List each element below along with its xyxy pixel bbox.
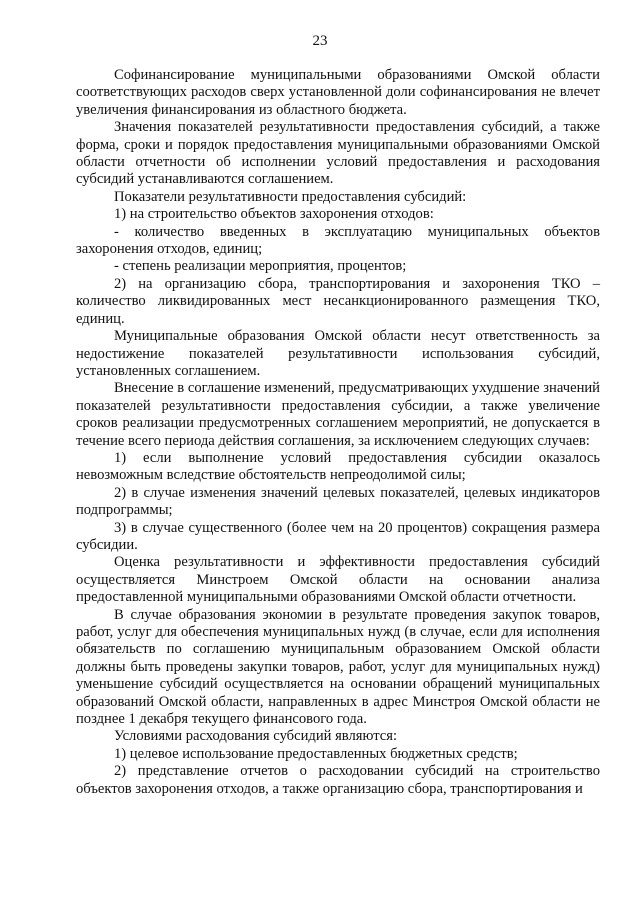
list-item-collection-transport: 2) на организацию сбора, транспортирования и захоронения ТКО – количество ликвидированных мест несанкционированного размещения ТКО, единиц.	[76, 275, 600, 327]
paragraph-conditions-heading: Условиями расходования субсидий являются:	[114, 728, 398, 745]
list-item-target-change: 2) в случае изменения значений целевых показателей, целевых индикаторов подпрограммы;	[76, 484, 600, 519]
paragraph-indicators-heading: Показатели результативности предоставления субсидий:	[114, 188, 467, 205]
paragraph-evaluation: Оценка результативности и эффективности предоставления субсидий осуществляется Минстроем Омской области на основании анализа предоставленной муниципальными образованиями Омской области отчетности.	[76, 554, 600, 606]
page-number: 23	[312, 33, 328, 49]
paragraph-cofinancing: Софинансирование муниципальными образованиями Омской области соответствующих расходов сверх установленной доли софинансирования не влечет увеличения финансирования из областного бюджета.	[76, 67, 600, 118]
list-item-reports: 2) представление отчетов о расходовании субсидий на строительство объектов захоронения отходов, а также организацию сбора, транспортирования и	[76, 763, 600, 797]
document-body	[76, 67, 600, 798]
list-item-construction: 1) на строительство объектов захоронения отходов:	[114, 206, 434, 223]
paragraph-indicator-values: Значения показателей результативности предоставления субсидий, а также форма, сроки и порядок предоставления муниципальными образованиями Омской области отчетности об исполнении условий предоставления и расходования субсидий устанавливаются соглашением.	[76, 119, 600, 188]
list-item-subsidy-reduction: 3) в случае существенного (более чем на 20 процентов) сокращения размера субсидии.	[76, 519, 600, 553]
list-item-implementation-degree: - степень реализации мероприятия, процентов;	[114, 258, 407, 275]
list-item-force-majeure: 1) если выполнение условий предоставления субсидии оказалось невозможным вследствие обстоятельств непреодолимой силы;	[76, 449, 600, 484]
paragraph-amendments: Внесение в соглашение изменений, предусматривающих ухудшение значений показателей результативности предоставления субсидии, а также увеличение сроков реализации предусмотренных соглашением мероприятий, не допускается в течение всего периода действия соглашения, за исключением следующих случаев:	[76, 380, 600, 449]
paragraph-savings: В случае образования экономии в результате проведения закупок товаров, работ, услуг для обеспечения муниципальных нужд (в случае, если для исполнения обязательств по соглашению муниципальным образованием Омской области должны быть проведены закупки товаров, работ, услуг для муниципальных нужд) уменьшение субсидий осуществляется на основании обращений муниципальных образований Омской области, направленных в адрес Минстроя Омской области не позднее 1 декабря текущего финансового года.	[76, 606, 600, 728]
list-item-targeted-use: 1) целевое использование предоставленных бюджетных средств;	[114, 745, 518, 762]
paragraph-responsibility: Муниципальные образования Омской области несут ответственность за недостижение показателей результативности использования субсидий, установленных соглашением.	[76, 328, 600, 379]
list-item-objects-count: - количество введенных в эксплуатацию муниципальных объектов захоронения отходов, единиц;	[76, 223, 600, 258]
